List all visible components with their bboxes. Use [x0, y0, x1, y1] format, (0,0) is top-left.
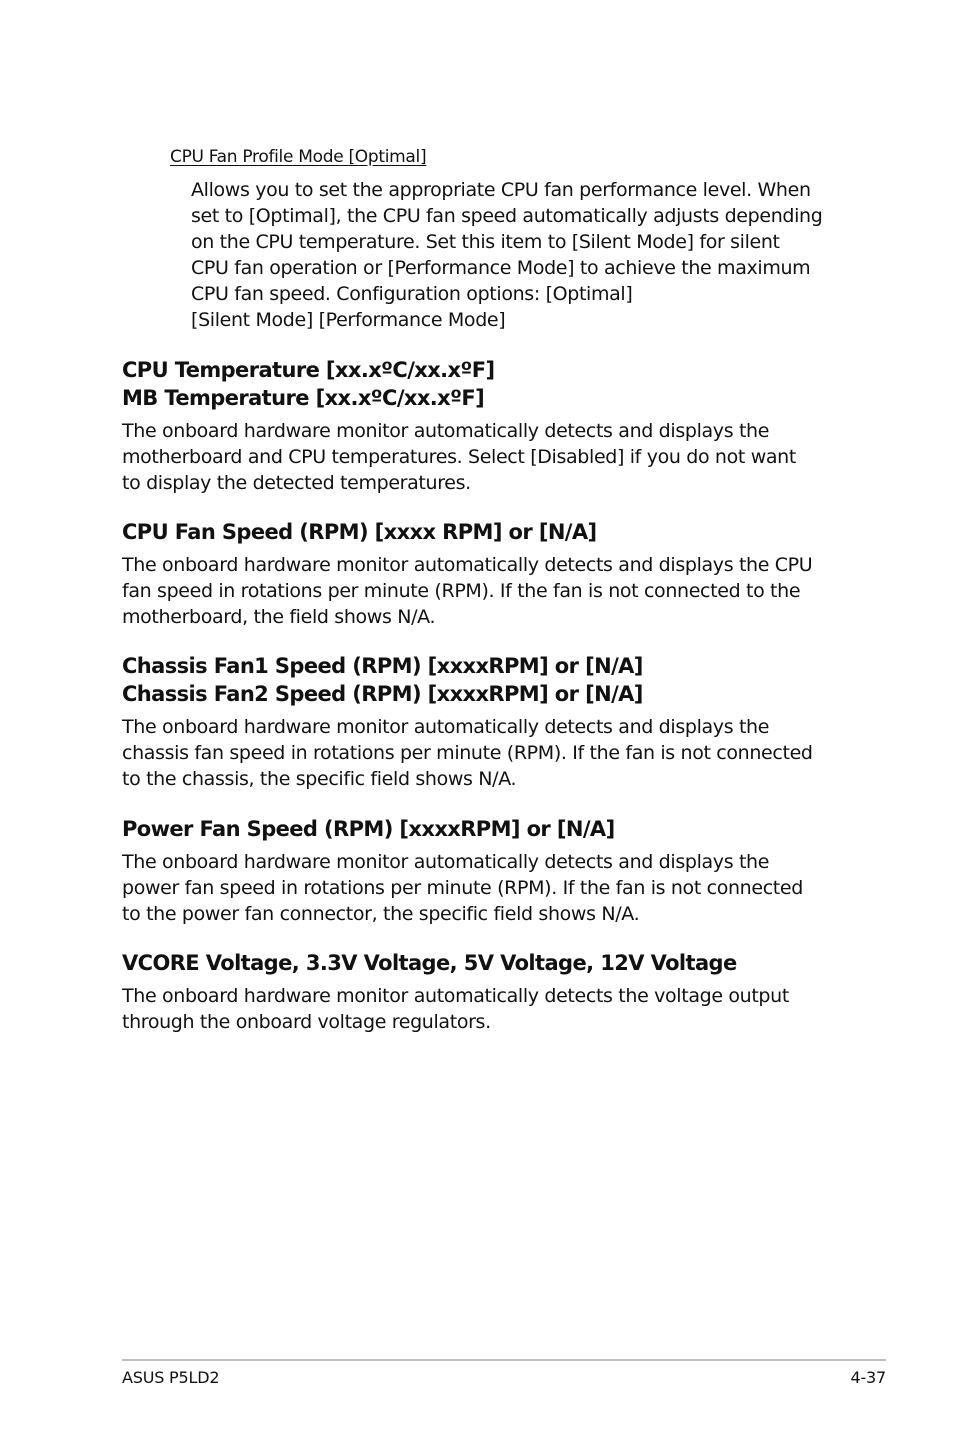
- heading-line: CPU Fan Speed (RPM) [xxxx RPM] or [N/A]: [122, 520, 597, 544]
- section-power-fan-speed: [122, 815, 842, 927]
- paragraph-line: The onboard hardware monitor automatically detects and displays the: [122, 851, 770, 873]
- section-paragraph: [122, 983, 842, 1035]
- section-paragraph: [122, 552, 842, 630]
- paragraph-line: through the onboard voltage regulators.: [122, 1011, 491, 1033]
- description-line: on the CPU temperature. Set this item to [Silent Mode] for silent: [191, 231, 780, 253]
- paragraph-line: The onboard hardware monitor automatically detects the voltage output: [122, 985, 789, 1007]
- paragraph-line: motherboard and CPU temperatures. Select [Disabled] if you do not want: [122, 446, 796, 468]
- heading-line: Chassis Fan1 Speed (RPM) [xxxxRPM] or [N/A]: [122, 654, 643, 678]
- heading-line: VCORE Voltage, 3.3V Voltage, 5V Voltage, 12V Voltage: [122, 951, 737, 975]
- footer-divider: [122, 1359, 886, 1361]
- paragraph-line: to the power fan connector, the specific field shows N/A.: [122, 903, 640, 925]
- section-heading: [122, 652, 842, 708]
- section-heading: [122, 518, 842, 546]
- cpu-fan-profile-title: CPU Fan Profile Mode [Optimal]: [170, 147, 427, 167]
- description-line: Allows you to set the appropriate CPU fan performance level. When: [191, 179, 811, 201]
- heading-line: Power Fan Speed (RPM) [xxxxRPM] or [N/A]: [122, 817, 615, 841]
- section-paragraph: [122, 849, 842, 927]
- section-chassis-fan-speed: [122, 652, 842, 792]
- section-temperature: [122, 356, 842, 496]
- paragraph-line: to the chassis, the specific field shows N/A.: [122, 768, 517, 790]
- paragraph-line: The onboard hardware monitor automatically detects and displays the: [122, 716, 770, 738]
- heading-line: CPU Temperature [xx.xºC/xx.xºF]: [122, 358, 495, 382]
- paragraph-line: power fan speed in rotations per minute (RPM). If the fan is not connected: [122, 877, 803, 899]
- section-voltage: [122, 949, 842, 1035]
- section-cpu-fan-speed: [122, 518, 842, 630]
- paragraph-line: fan speed in rotations per minute (RPM). If the fan is not connected to the: [122, 580, 801, 602]
- cpu-fan-profile-description: [191, 177, 851, 333]
- paragraph-line: The onboard hardware monitor automatically detects and displays the CPU: [122, 554, 813, 576]
- footer-page-number: 4-37: [850, 1368, 886, 1387]
- paragraph-line: chassis fan speed in rotations per minute (RPM). If the fan is not connected: [122, 742, 813, 764]
- paragraph-line: The onboard hardware monitor automatically detects and displays the: [122, 420, 770, 442]
- paragraph-line: to display the detected temperatures.: [122, 472, 471, 494]
- section-heading: [122, 949, 842, 977]
- footer-product-name: ASUS P5LD2: [122, 1368, 220, 1387]
- description-line: CPU fan speed. Configuration options: [Optimal]: [191, 283, 633, 305]
- heading-line: Chassis Fan2 Speed (RPM) [xxxxRPM] or [N/A]: [122, 682, 643, 706]
- description-line: set to [Optimal], the CPU fan speed automatically adjusts depending: [191, 205, 823, 227]
- section-heading: [122, 356, 842, 412]
- paragraph-line: motherboard, the field shows N/A.: [122, 606, 436, 628]
- description-line: CPU fan operation or [Performance Mode] to achieve the maximum: [191, 257, 811, 279]
- section-paragraph: [122, 418, 842, 496]
- section-heading: [122, 815, 842, 843]
- section-paragraph: [122, 714, 842, 792]
- description-line: [Silent Mode] [Performance Mode]: [191, 309, 506, 331]
- heading-line: MB Temperature [xx.xºC/xx.xºF]: [122, 386, 485, 410]
